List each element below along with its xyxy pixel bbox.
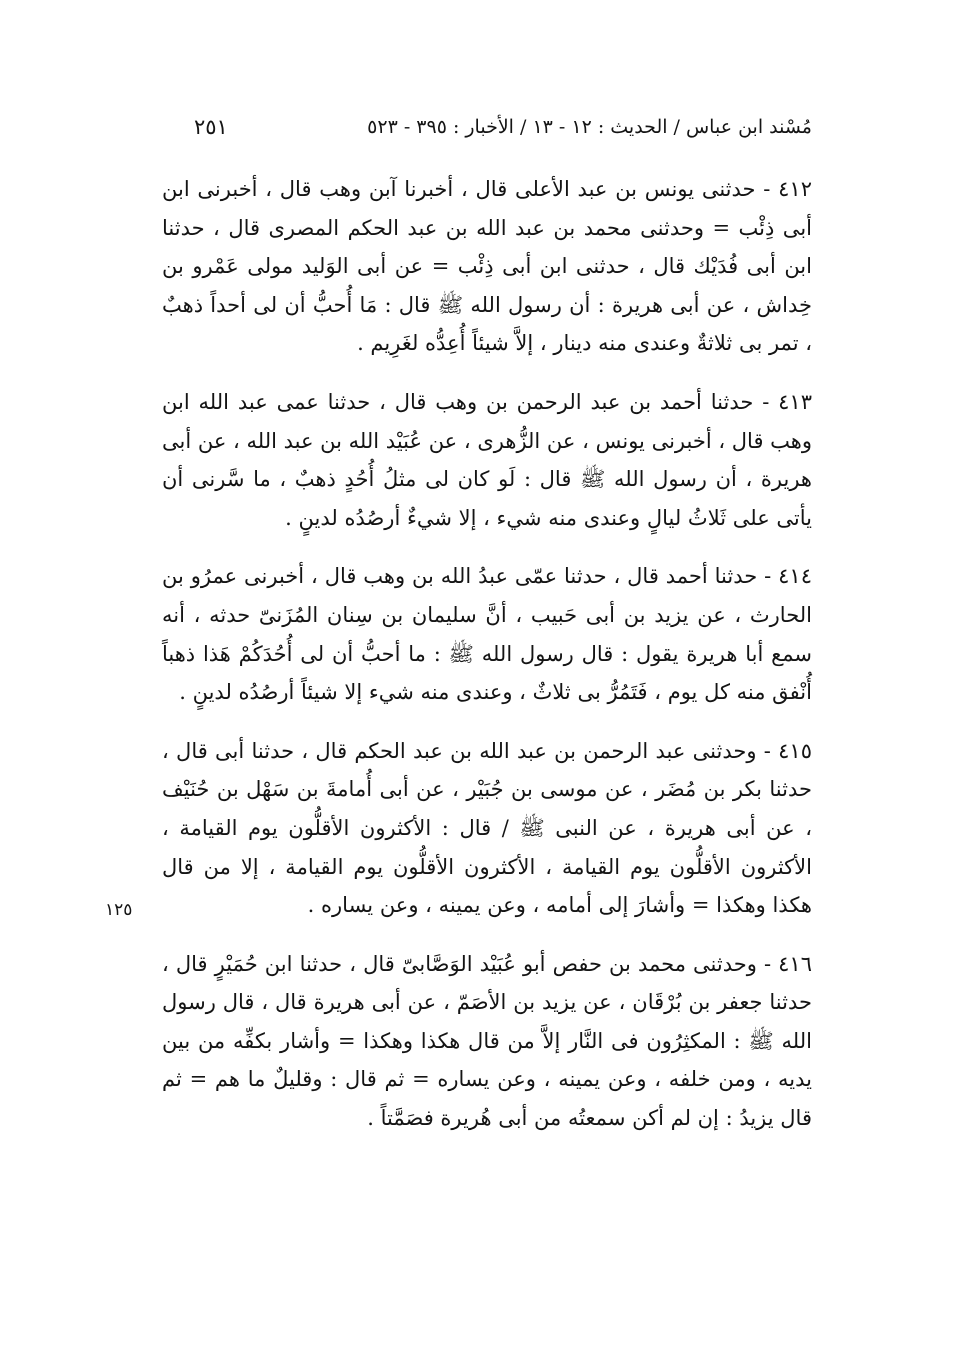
hadith-paragraph-413: ٤١٣ - حدثنا أحمد بن عبد الرحمن بن وهب قال ، حدثنا عمى عبد الله ابن وهب قال ، أخبرنى يونس ، عن الزُّهرى ، عن عُبَيْد الله بن عبد الله ، عن أبى هريرة ، أن رسول الله ﷺ قال : لَو كان لى مثلُ أُحُدٍ ذهبٌ ، ما سَّرنى أن يأتى على ثَلاثُ ليالٍ وعندى منه شيء ، إلا شيءٌ أرصُدُه لدينٍ . xyxy=(161,389,812,530)
hadith-paragraph-416: ٤١٦ - وحدثنى محمد بن حفص أبو عُبَيْد الوَصَّابىّ قال ، حدثنا ابن حُمَيْرٍ قال ، حدثنا جعفر بن بُرْقَان ، عن يزيد بن الأصَمّ ، عن أبى هريرة قال ، قال رسول الله ﷺ : المكثِرُون فى النَّار إلاَّ من قال هكذا وهكذا = وأشار بكفِّه من بين يديه ، ومن خلفه ، وعن يمينه ، وعن يساره = ثم قال : وقليلٌ ما هم = ثم قال يزيدُ : إن لم أكن سمعتُه من أبى هُريرة فصَمَّتاً . xyxy=(162,951,812,1131)
hadith-paragraph-414: ٤١٤ - حدثنا أحمد قال ، حدثنا عمّى عبدُ الله بن وهب قال ، أخبرنى عمرُو بن الحارث ، عن يزيد بن أبى حَبيب ، أنَّ سليمان بن سِنان المُزَنىّ حدثه ، أنه سمع أبا هريرة يقول : قال رسول الله ﷺ : ما أحبُّ أن لى أُحُدَكُمْ هَذا ذهباً أُنْفق منه كل يوم ، فَتَمُرُّ بى ثلاثٌ ، وعندى منه شيء إلا شيئاً أرصُدُه لدينٍ . xyxy=(162,564,812,705)
hadith-paragraph-415: ٤١٥ - وحدثنى عبد الرحمن بن عبد الله بن عبد الحكم قال ، حدثنا أبى قال ، حدثنا بكر بن مُضَر ، عن موسى بن جُبَيْر ، عن أبى أُمامةَ بن سَهْل بن حُنَيْف ، عن أبى هريرة ، عن النبى ﷺ / قال : الأكثرون الأقلُّون يوم القيامة ، الأكثرون الأقلُّون يوم القيامة ، الأكثرون الأقلُّون يوم القيامة ، إلا من قال هكذا وهكذا = وأشارَ إلى أمامه ، وعن يمينه ، وعن يساره . xyxy=(162,738,812,918)
page-number: ٢٥١ xyxy=(194,115,228,139)
running-title: مُسْند ابن عباس / الحديث : ١٢ - ١٣ / الأخبار : ٣٩٥ - ٥٢٣ xyxy=(367,116,812,138)
hadith-paragraph-412: ٤١٢ - حدثنى يونس بن عبد الأعلى قال ، أخبرنا آبن وهب قال ، أخبرنى ابن أبى ذِئْب = وحدثنى محمد بن عبد الله بن عبد الحكم المصرى قال ، حدثنا ابن أبى فُدَيْك قال ، حدثنى ابن أبى ذِئْب = عن أبى الوَليد مولى عَمْرو بن خِداش ، عن أبى هريرة : أن رسول الله ﷺ قال : مَا أُحبُّ أن لى أحداً ذهبٌ ، تمر بى ثلاثةٌ وعندى منه دينار ، إلاَّ شيئاً أُعِدُّه لغَرِيم . xyxy=(162,177,812,356)
body-text xyxy=(162,170,812,1158)
page-header xyxy=(162,110,812,144)
margin-page-reference: ١٢٥ xyxy=(105,900,133,920)
